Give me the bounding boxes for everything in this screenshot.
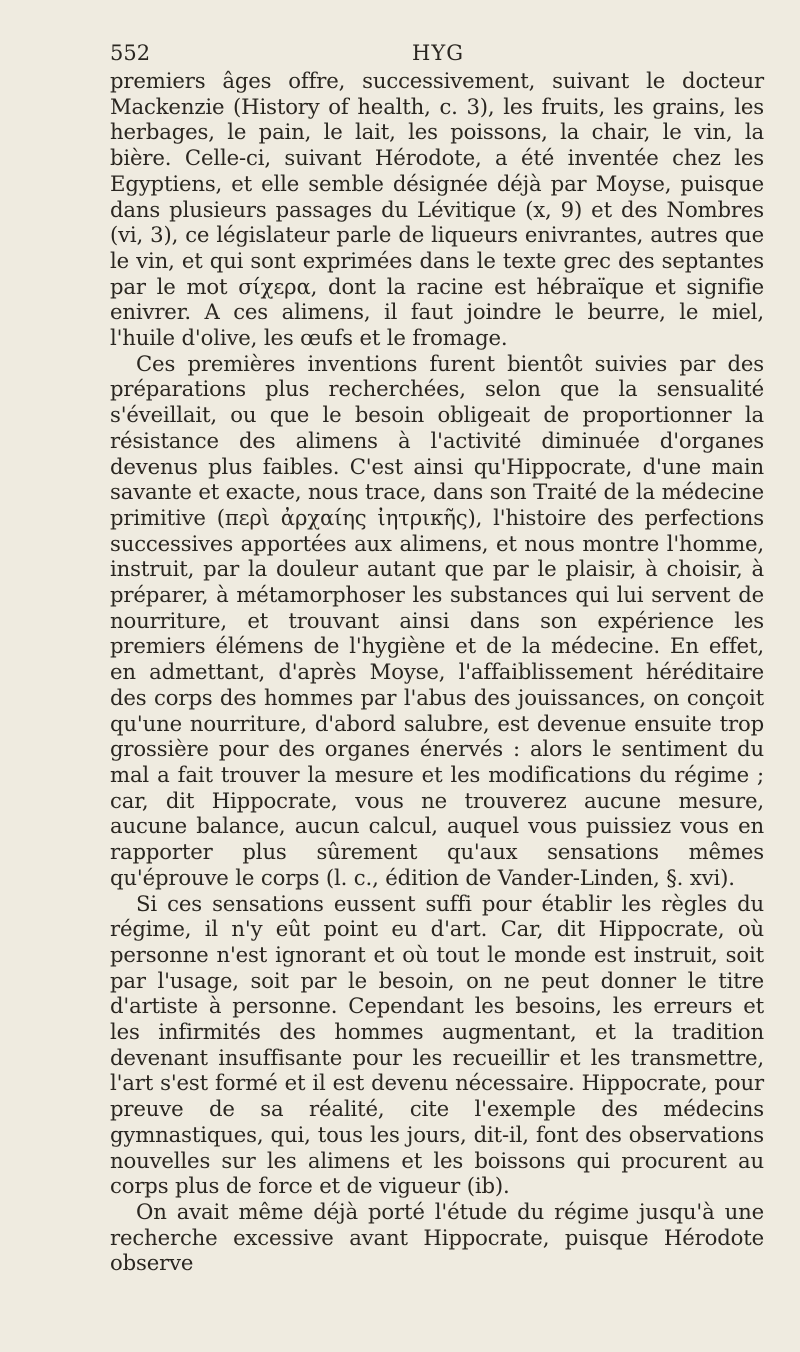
paragraph: Si ces sensations eussent suffi pour établir les règles du régime, il n'y eût point eu d'art. Car, dit Hippocrate, où personne n'est ignorant et où tout le monde est instruit, soit par l'usage, soit par le besoin, on ne peut donner le titre d'artiste à personne. Cependant les besoins, les erreurs et les infirmités des hommes augmentant, et la tradition devenant insuffisante pour les recueillir et les transmettre, l'art s'est formé et il est devenu nécessaire. Hippocrate, pour preuve de sa réalité, cite l'exemple des médecins gymnastiques, qui, tous les jours, dit-il, font des observations nouvelles sur les alimens et les boissons qui procurent au corps plus de force et de vigueur (ib). [110, 890, 764, 1199]
paragraph-continued: premiers âges offre, successivement, suivant le docteur Mackenzie (History of health, c. 3), les fruits, les grains, les herbages, le pain, le lait, les poissons, la chair, le vin, la bière. Celle-ci, suivant Hérodote, a été inventée chez les Egyptiens, et elle semble désignée déjà par Moyse, puisque dans plusieurs passages du Lévitique (x, 9) et des Nombres (vi, 3), ce législateur parle de liqueurs enivrantes, autres que le vin, et qui sont exprimées dans le texte grec des septantes par le mot σίχερα, dont la racine est hébraïque et signifie enivrer. A ces alimens, il faut joindre le beurre, le miel, l'huile d'olive, les œufs et le fromage. [110, 68, 764, 351]
body-text [110, 68, 764, 1276]
paragraph-last: On avait même déjà porté l'étude du régime jusqu'à une recherche excessive avant Hippocrate, puisque Hérodote observe [110, 1198, 764, 1276]
page-header [110, 38, 764, 68]
paragraph: Ces premières inventions furent bientôt suivies par des préparations plus recherchées, selon que la sensualité s'éveillait, ou que le besoin obligeait de proportionner la résistance des alimens à l'activité diminuée d'organes devenus plus faibles. C'est ainsi qu'Hippocrate, d'une main savante et exacte, nous trace, dans son Traité de la médecine primitive (περὶ ἀρχαίης ἰητρικῆς), l'histoire des perfections successives apportées aux alimens, et nous montre l'homme, instruit, par la douleur autant que par le plaisir, à choisir, à préparer, à métamorphoser les substances qui lui servent de nourriture, et trouvant ainsi dans son expérience les premiers élémens de l'hygiène et de la médecine. En effet, en admettant, d'après Moyse, l'affaiblissement héréditaire des corps des hommes par l'abus des jouissances, on conçoit qu'une nourriture, d'abord salubre, est devenue ensuite trop grossière pour des organes énervés : alors le sentiment du mal a fait trouver la mesure et les modifications du régime ; car, dit Hippocrate, vous ne trouverez aucune mesure, aucune balance, aucun calcul, auquel vous puissiez vous en rapporter plus sûrement qu'aux sensations mêmes qu'éprouve le corps (l. c., édition de Vander-Linden, §. xvi). [110, 350, 764, 890]
page-number: 552 [110, 41, 151, 65]
running-title: HYG [412, 41, 464, 65]
